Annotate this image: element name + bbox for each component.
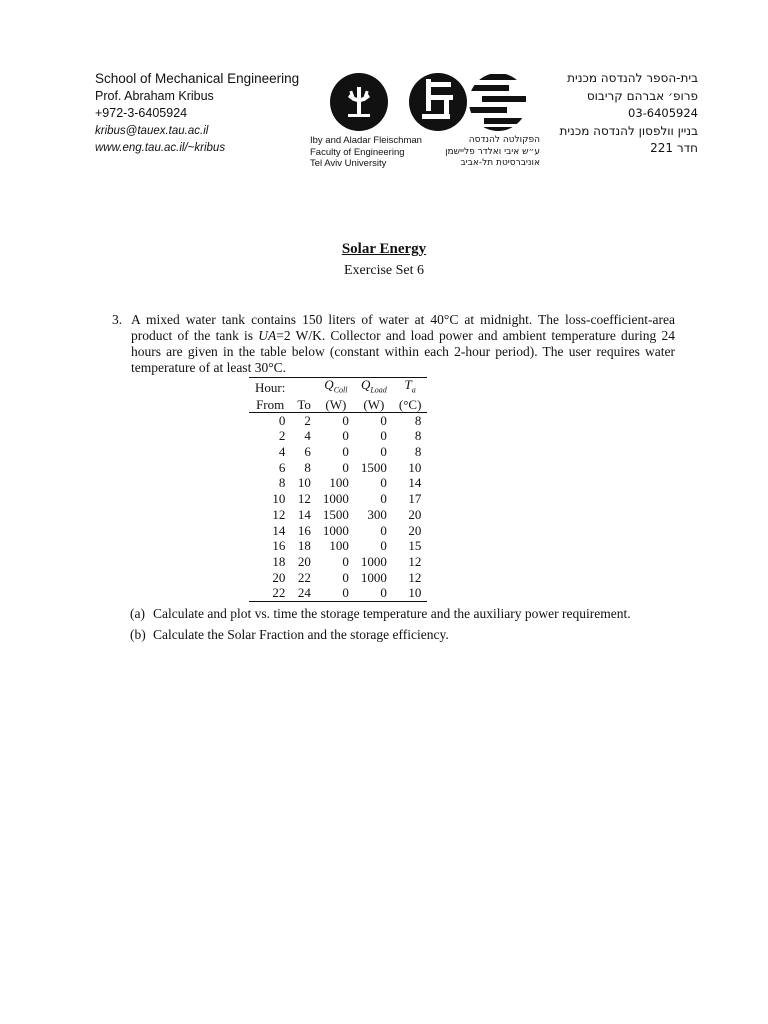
cell-qload: 1000 <box>360 569 387 585</box>
institution-line: Tel Aviv University <box>310 158 387 169</box>
ua-symbol: UA <box>258 328 277 343</box>
website-url: www.eng.tau.ac.il/~kribus <box>95 142 226 154</box>
table-header-row <box>249 398 427 413</box>
qload-header <box>355 378 393 398</box>
from-header: From <box>249 398 291 413</box>
table-row <box>249 523 427 539</box>
cell-qcoll: 0 <box>342 569 349 585</box>
table-row <box>249 412 427 428</box>
header-left <box>95 70 299 158</box>
table-row <box>249 570 427 586</box>
header-right <box>559 70 698 158</box>
cell-qload: 0 <box>380 491 387 507</box>
t-subscript: a <box>411 385 416 395</box>
table-row <box>249 460 427 476</box>
professor-name: Prof. Abraham Kribus <box>95 88 214 103</box>
cell-qcoll: 0 <box>342 428 349 444</box>
qload-unit: (W) <box>355 398 393 413</box>
phone-number: +972-3-6405924 <box>95 106 188 120</box>
cell-qload: 300 <box>367 506 387 522</box>
table-row <box>249 428 427 444</box>
sub-question-label: (a) <box>130 606 145 621</box>
table-row <box>249 475 427 491</box>
cell-to: 10 <box>297 475 311 491</box>
cell-ta: 8 <box>414 428 422 444</box>
cell-qcoll: 100 <box>329 538 349 554</box>
phone-number-local: 03-6405924 <box>628 106 698 120</box>
cell-to: 12 <box>297 491 311 507</box>
cell-from: 2 <box>278 428 286 444</box>
school-name: School of Mechanical Engineering <box>95 71 300 86</box>
table-row <box>249 538 427 554</box>
cell-qload: 0 <box>380 428 387 444</box>
ta-header <box>393 378 428 398</box>
table-row <box>249 507 427 523</box>
q-subscript: Load <box>370 385 387 395</box>
cell-to: 8 <box>304 459 311 475</box>
cell-qload: 0 <box>380 444 387 459</box>
cell-qcoll: 0 <box>317 585 355 601</box>
cell-qcoll: 100 <box>329 475 349 491</box>
cell-qload: 0 <box>380 522 387 538</box>
cell-to: 14 <box>297 506 311 522</box>
sub-question <box>130 606 675 622</box>
cell-to: 22 <box>297 569 311 585</box>
cell-qcoll: 0 <box>342 459 349 475</box>
cell-to: 4 <box>304 428 311 444</box>
qcoll-unit: (W) <box>317 398 355 413</box>
cell-qload: 0 <box>380 475 387 491</box>
cell-ta: 12 <box>408 553 422 569</box>
hour-header: Hour: <box>249 378 291 398</box>
q-symbol: Q <box>324 377 334 392</box>
table-header-row <box>249 378 427 398</box>
t-symbol: T <box>404 377 412 392</box>
cell-qload: 0 <box>380 412 387 428</box>
cell-to: 6 <box>304 444 311 459</box>
document-title: Solar Energy <box>341 241 427 257</box>
cell-ta: 20 <box>408 506 422 522</box>
cell-to: 2 <box>304 412 311 428</box>
building-hebrew: בניין וולפסון להנדסה מכנית <box>559 123 698 138</box>
cell-ta: 10 <box>393 585 428 601</box>
qcoll-header <box>317 378 355 398</box>
q-symbol: Q <box>360 377 371 392</box>
cell-from: 10 <box>272 491 286 507</box>
professor-name-hebrew: פרופ׳ אברהם קריבוס <box>586 88 698 103</box>
cell-ta: 8 <box>414 412 422 428</box>
sub-question <box>130 627 675 643</box>
problem-text <box>131 312 675 376</box>
empty-header <box>291 378 317 398</box>
cell-from: 0 <box>278 412 286 428</box>
cell-qcoll: 1000 <box>322 522 349 538</box>
faculty-logo-icon <box>326 73 526 131</box>
institution-line: אוניברסיטת תל-אביב <box>460 158 540 168</box>
cell-qload: 0 <box>355 585 393 601</box>
cell-ta: 8 <box>414 444 422 459</box>
cell-to: 20 <box>297 553 311 569</box>
cell-from: 12 <box>272 506 286 522</box>
ta-unit: (°C) <box>393 398 428 413</box>
cell-from: 14 <box>272 522 286 538</box>
problem-text-part: A mixed water tank contains 150 liters of water at 40°C at midnight. The loss-coefficient-area product of the tank is <box>131 312 675 343</box>
cell-to: 24 <box>291 585 317 601</box>
table-row <box>249 585 427 601</box>
institution-line: ע״ש איבי ואלדר פליישמן <box>445 146 540 157</box>
institution-english <box>310 135 422 170</box>
cell-ta: 14 <box>408 475 422 491</box>
q-subscript: Coll <box>333 385 348 395</box>
cell-qcoll: 0 <box>342 412 349 428</box>
cell-from: 22 <box>249 585 291 601</box>
sub-question-text: Calculate and plot vs. time the storage temperature and the auxiliary power requirement. <box>153 606 631 621</box>
cell-qcoll: 1000 <box>322 491 349 507</box>
cell-ta: 20 <box>408 522 422 538</box>
cell-ta: 15 <box>408 538 422 554</box>
table-row <box>249 491 427 507</box>
cell-from: 18 <box>272 553 286 569</box>
cell-ta: 10 <box>408 459 422 475</box>
problem-number: 3. <box>112 312 123 327</box>
cell-from: 16 <box>272 538 286 554</box>
institution-hebrew <box>445 135 540 170</box>
cell-qcoll: 1500 <box>322 506 349 522</box>
cell-qload: 1000 <box>360 553 387 569</box>
cell-to: 16 <box>297 522 311 538</box>
problem-text-part: =2 W/K. Collector and load power and ambient temperature during 24 hours are given in the table below (constant within each 2-hour period). The user requires water temperature of at least 30°C. <box>131 328 675 375</box>
document-subtitle: Exercise Set 6 <box>343 263 425 278</box>
school-name-hebrew: בית-הספר להנדסה מכנית <box>567 71 698 85</box>
sub-question-text: Calculate the Solar Fraction and the storage efficiency. <box>153 627 449 642</box>
table-row <box>249 444 427 460</box>
institution-line: הפקולטה להנדסה <box>468 135 540 145</box>
data-table <box>249 377 427 602</box>
sub-question-label: (b) <box>130 627 146 642</box>
cell-from: 20 <box>272 569 286 585</box>
cell-qcoll: 0 <box>342 553 349 569</box>
cell-from: 4 <box>278 444 286 459</box>
cell-ta: 12 <box>408 569 422 585</box>
room-hebrew: חדר 221 <box>650 141 698 155</box>
to-header: To <box>291 398 317 413</box>
cell-ta: 17 <box>408 491 422 507</box>
faculty-logo-block <box>310 73 540 173</box>
problem-statement <box>112 312 675 376</box>
table-row <box>249 554 427 570</box>
institution-line: Faculty of Engineering <box>310 146 405 158</box>
cell-qload: 0 <box>380 538 387 554</box>
cell-qcoll: 0 <box>342 444 349 459</box>
table-body <box>249 412 427 601</box>
cell-from: 6 <box>278 459 286 475</box>
cell-to: 18 <box>297 538 311 554</box>
cell-from: 8 <box>278 475 286 491</box>
institution-line: Iby and Aladar Fleischman <box>310 135 422 146</box>
cell-qload: 1500 <box>360 459 387 475</box>
email-address: kribus@tauex.tau.ac.il <box>95 124 209 137</box>
sub-questions <box>130 606 675 648</box>
